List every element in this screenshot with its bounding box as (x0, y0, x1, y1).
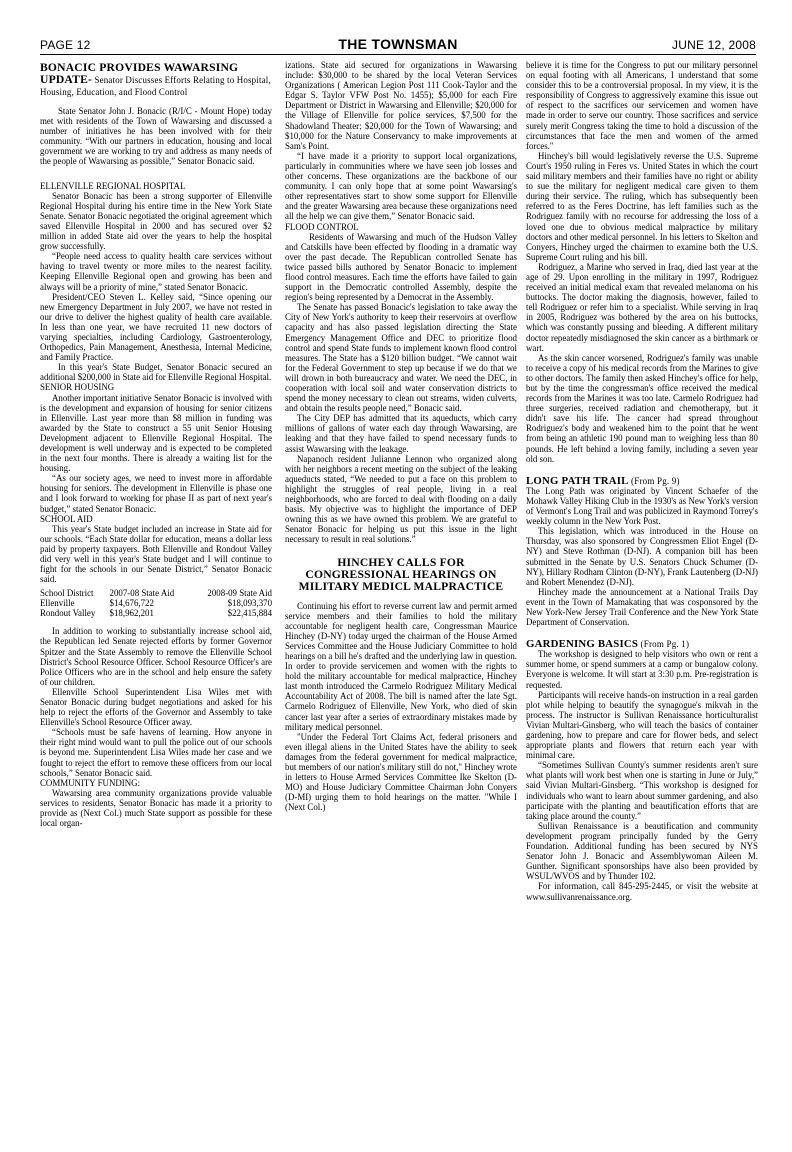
paper-title: THE TOWNSMAN (338, 36, 458, 52)
paragraph: Senator Bonacic has been a strong supporter of Ellenville Regional Hospital during his entire time in the New York State Senate. Senator Bonacic negotiated the original agreement which saved Ellenville Hospital in 2000 and has secured over $2 million in added State aid over the years to help the hospital grow successfully. (40, 190, 272, 252)
table-header-cell: 2008-09 State Aid (207, 588, 272, 599)
article-long-path-headline: LONG PATH TRAIL (From Pg. 9) (526, 474, 680, 487)
table-cell: $18,093,370 (227, 598, 272, 609)
column-2 (285, 60, 517, 812)
section-heading-community-funding: COMMUNITY FUNDING: (40, 777, 141, 788)
paragraph: Sullivan Renaissance is a beautification and community development program principally funded by the Gerry Foundation. Additional funding has been secured by NYS Senator John J. Bonacic and Assemblywoman Aileen M. Gunther. Significant sponsorships have also been provided by WSUL/WVOS and by Thunder 102. (526, 820, 758, 882)
table-header-row (40, 588, 272, 598)
column-3 (526, 60, 758, 902)
paragraph: Another important initiative Senator Bonacic is involved with is the development and expansion of housing for senior citizens in Ellenville. Last year more than $8 million in funding was awarded by the State to construct a 55 unit Senior Housing Development adjacent to Ellenville Regional Hospital. The development is well underway and is expected to be completed in the next four months. There is already a waiting list for the housing. (40, 392, 272, 474)
header-rule (40, 54, 756, 55)
paragraph: For information, call 845-295-2445, or visit the website at www.sullivanrenaissance.org. (526, 881, 758, 902)
column-1 (40, 60, 272, 828)
paragraph: As the skin cancer worsened, Rodriguez's family was unable to receive a copy of his medical records from the Marines to give to other doctors. The family then asked Hinchey's office for help, but by the time the congressman's office received the medical records from the Marines it was too late. Carmelo Rodriguez had three surgeries, received radiation and chemotherapy, but it didn't save his life. The cancer had spread throughout Rodriguez's body and weakened him to the point that he went from being an athletic 190 pound man to weighing less than 80 pounds. He left behind a loving family, including a seven year old son. (526, 352, 758, 464)
paragraph: The City DEP has admitted that its aqueducts, which carry millions of gallons of water each day through Wawarsing, are leaking and that they have failed to spend necessary funds to assist Wawarsing with the leakage. (285, 413, 517, 454)
section-heading-hospital: ELLENVILLE REGIONAL HOSPITAL (40, 180, 186, 191)
table-cell: $22,415,884 (227, 608, 272, 619)
paragraph: Hinchey's bill would legislatively reverse the U.S. Supreme Court's 1950 ruling in Feres vs. United States in which the court said military members and their families have no right or ability to sue the military for negligent medical care given to them during their service. The ruling, which has subsequently been referred to as the Feres Doctrine, has left families such as the Rodriguez family with no recourse for addressing the loss of a loved one due to obvious medical malpractice by military doctors and other medical personnel. In his letters to Skelton and Conyers, Hinchey urged the chairmen to examine both the U.S. Supreme Court ruling and his bill. (526, 150, 758, 262)
paragraph: This year's State budget included an increase in State aid for our schools. “Each State dollar for education, means a dollar less paid by property taxpayers. Both Ellenville and Rondout Valley did very well in this year's State budget and I will continue to fight for the schools in our Senate District,” Senator Bonacic said. (40, 523, 272, 585)
paragraph: Participants will receive hands-on instruction in a real garden plot while helping to beautify the synagogue's mikvah in the process. The instructor is Sullivan Renaissance horticulturalist Vivian Multari-Ginsberg, who will teach the basics of container gardening, how to prepare and care for flower beds, and select appropriate plants and flowers that return each year with minimal care. (526, 689, 758, 761)
paragraph: The Senate has passed Bonacic's legislation to take away the City of New York's authority to keep their reservoirs at overflow capacity and has also passed legislation directing the State Emergency Management Office and DEC to prioritize flood control and spend State funds to implement known flood control measures. The State has a $120 billion budget. “We cannot wait for the Federal Government to step up because if we do that we will drown in both bureaucracy and water. We need the DEC, in cooperation with local soil and water conservation districts to spend the money necessary to clean out streams, widen culverts, and obtain the results people need,” Bonacic said. (285, 302, 517, 414)
table-cell: $14,676,722 (109, 598, 154, 609)
paragraph: State Senator John J. Bonacic (R/I/C - Mount Hope) today met with residents of the Town of Wawarsing and discussed a number of initiatives he has been involved with for their community. “With our partners in education, housing and local government we are working to try and address as many needs of the people of Wawarsing as possible,” Senator Bonacic said. (40, 106, 272, 167)
table-row (40, 608, 272, 618)
paragraph: In this year's State Budget, Senator Bonacic secured an additional $200,000 in State aid for Ellenville Regional Hospital. (40, 362, 272, 383)
paragraph: In addition to working to substantially increase school aid, the Republican led Senate rejected efforts by former Governor Spitzer and the State Assembly to remove the Ellenville School District's School Resource Officer. School Resource Officer's are Police Officers who are in the school and help ensure the safety of our children. (40, 626, 272, 687)
paragraph: “Sometimes Sullivan County's summer residents aren't sure what plants will work best when one is starting in June or July,” said Vivian Multari-Ginsberg. “This workshop is designed for individuals who want to learn about summer gardening, and also participate with the planting and beautification efforts that are taking place around the county.” (526, 760, 758, 821)
section-heading-housing: SENIOR HOUSING (40, 382, 115, 393)
paragraph: believe it is time for the Congress to put our military personnel on equal footing with all Americans, I understand that some consider this to be a controversial proposal. In my view, it is the responsibility of Congress to aggressively examine this issue out of respect to the sacrifices our servicemen and women have made in order to serve our country. Those sacrifices and service surely merit Congress taking the time to hold a discussion of the circumstances that face the men and women of the armed forces." (526, 60, 758, 151)
page-header (40, 36, 756, 54)
paragraph: “I have made it a priority to support local organizations, particularly in communities where we have seen job losses and other concerns. These organizations are the backbone of our community. I can only hope that at some point Wawarsing's other representatives start to show some support for Ellenville and the greater Wawarsing area because these organizations need all the help we can give them,” Senator Bonacic said. (285, 150, 517, 222)
section-heading-flood-control: FLOOD CONTROL (285, 221, 359, 232)
page-number: PAGE 12 (40, 38, 91, 52)
paragraph: This legislation, which was introduced in the House on Thursday, was also sponsored by Congressmen Eliot Engel (D-NY) and Steve Rothman (D-NJ). A companion bill has been submitted in the Senate by U.S. Senators Chuck Schumer (D-NY), Hillary Rodham Clinton (D-NY), Frank Lautenberg (D-NJ) and Robert Menendez (D-NJ). (526, 526, 758, 587)
paragraph: Rodriguez, a Marine who served in Iraq, died last year at the age of 29. Upon enrolling in the military in 1997, Rodriguez received an initial medical exam that revealed melanoma on his buttocks. The doctor making the diagnosis, however, failed to tell Rodriguez or refer him to a specialist. While serving in Iraq in 2005, Rodriguez was bothered by the area on his buttocks, which was constantly pussing and bleeding. A different military doctor repeatedly misdiagnosed the skin cancer as a birthmark or wart. (526, 261, 758, 353)
paragraph: Wawarsing area community organizations provide valuable services to residents, Senator Bonacic has made it a priority to provide as (Next Col.) much State support as possible for these local organ- (40, 787, 272, 829)
paragraph: Ellenville School Superintendent Lisa Wiles met with Senator Bonacic during budget negotiations and asked for his help to reject the efforts of the Governor and Assembly to take Ellenville's School Resource Officer away. (40, 686, 272, 728)
paragraph: Hinchey made the announcement at a National Trails Day event in the Town of Mamakating that was cosponsored by the New York-New Jersey Trail Conference and the New York State Department of Conservation. (526, 586, 758, 628)
table-header-cell: 2007-08 State Aid (109, 588, 175, 599)
paragraph: Napanoch resident Julianne Lennon who organized along with her neighbors a recent meeting on the subject of the leaking aqueducts stated, “We needed to put a face on this problem to highlight the struggles of real people, living in a real neighborhoods, who are forced to deal with flooding on a daily basis. My objective was to highlight the importance of DEP owning this as we have owned this problem. We are grateful to Senator Bonacic for helping us put this issue in the light necessary to result in real solutions.” (285, 453, 517, 545)
paragraph: The workshop is designed to help visitors who own or rent a summer home, or spend summers at a camp or bungalow colony. Everyone is welcome. It will start at 3:30 p.m. Pre-registration is requested. (526, 649, 758, 690)
school-aid-table (40, 588, 272, 618)
paragraph: Continuing his effort to reverse current law and permit armed service members and their families to hold the military accountable for negligent health care, Congressman Maurice Hinchey (D-NY) today urged the chairman of the House Armed Services Committee and the House Judiciary Committee to hold hearings on a bill he's drafted and the underlying law in question. In order to provide servicemen and women with the rights to hold the military accountable for medical malpractice, Hinchey last month introduced the Carmelo Rodriguez Military Medical Accountability Act of 2008. The bill is named after the late Sgt. Carmelo Rodriguez of Ellenville, New York, who died of skin cancer last year after a series of extraordinary mistakes made by military medical personnel. (285, 600, 517, 732)
paragraph: “People need access to quality health care services without having to travel twenty or more miles to the nearest facility. Keeping Ellenville Regional open and growing has been and always will be a priority of mine,” stated Senator Bonacic. (40, 251, 272, 292)
table-cell: Ellenville (40, 598, 75, 609)
paragraph: “As our society ages, we need to invest more in affordable housing for seniors. The development in Ellenville is phase one and I look forward to working for phase II as part of next year's budget,” stated Senator Bonacic. (40, 473, 272, 514)
paragraph: President/CEO Steven L. Kelley said, “Since opening our new Emergency Department in July 2007, we have not rested in our drive to deliver the highest quality of health care available. In less than one year, we have recruited 11 new doctors of varying specialties, including Cardiology, Gastroenterology, Orthopedics, Pain Management, Anesthesia, Internal Medicine, and Family Practice. (40, 291, 272, 363)
article-bonacic-subhead: Senator Discusses Efforts Relating to Hospital, Housing, Education, and Flood Control (40, 75, 271, 97)
table-cell: $18,962,201 (109, 608, 154, 619)
table-cell: Rondout Valley (40, 608, 96, 619)
section-heading-school-aid: SCHOOL AID (40, 513, 93, 524)
article-bonacic-headline: BONACIC PROVIDES WAWARSING UPDATE- Senator Discusses Efforts Relating to Hospital, Housing, Education, and Flood Control (40, 61, 271, 97)
issue-date: JUNE 12, 2008 (672, 38, 756, 52)
paragraph: izations. State aid secured for organizations in Wawarsing include: $30,000 to be shared by the local Veteran Services Organizations ( American Legion Post 111 Cook-Taylor and the Edgar S. Taylor VFW Post No. 1455); $5,000 for each Fire Department or District in Wawarsing and Ellenville; $20,000 for the Village of Ellenville for police services, $7,500 for the Shadowland Theater; $20,000 for the Town of Wawarsing; and $10,000 for the Nature Conservancy to make improvements at Sam's Point. (285, 60, 517, 151)
paragraph: The Long Path was originated by Vincent Schaefer of the Mohawk Valley Hiking Club in the 1930's as New York's version of Vermont's Long Trail and was publicized in Raymond Torrey's weekly column in the New York Post. (526, 485, 758, 527)
article-hinchey-headline: HINCHEY CALLS FOR CONGRESSIONAL HEARINGS ON MILITARY MEDICL MALPRACTICE (298, 555, 504, 593)
table-row (40, 598, 272, 608)
paragraph: “Schools must be safe havens of learning. How anyone in their right mind would want to pull the police out of our schools is beyond me. Superintendent Lisa Wiles made her case and we fought to reject the effort to remove these officers from our local schools,” Senator Bonacic said. (40, 727, 272, 778)
table-header-cell: School District (40, 588, 94, 599)
paragraph: "Under the Federal Tort Claims Act, federal prisoners and even illegal aliens in the United States have the ability to seek damages from the federal government for medical malpractice, but members of our nation's military still do not," Hinchey wrote in letters to House Armed Services Committee Ike Skelton (D-MO) and House Judiciary Committee Chairman John Conyers (D-MI) urging them to hold hearings on the matter. "While I (Next Col.) (285, 731, 517, 813)
paragraph: Residents of Wawarsing and much of the Hudson Valley and Catskills have been effected by flooding in a dramatic way over the past decade. The Republican controlled Senate has twice passed bills authored by Senator Bonacic to implement flood control measures. Each time the efforts have failed to gain support in the Democratic controlled Assembly, despite the region's being represented by a Democrat in the Assembly. (285, 231, 517, 303)
article-gardening-headline: GARDENING BASICS (From Pg. 1) (526, 638, 690, 651)
